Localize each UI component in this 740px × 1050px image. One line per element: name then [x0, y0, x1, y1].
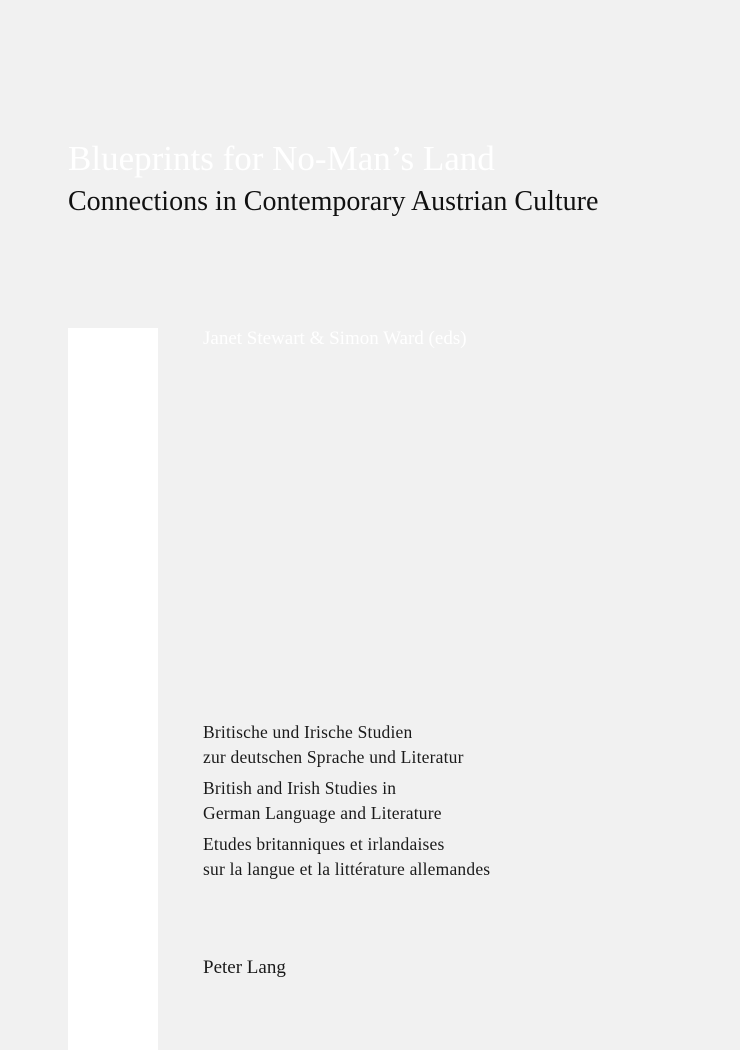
book-title: Blueprints for No-Man’s Land	[68, 139, 495, 178]
series-line: Britische und Irische Studien	[203, 722, 413, 742]
series-line: German Language and Literature	[203, 803, 442, 823]
publisher-name: Peter Lang	[203, 957, 286, 978]
book-subtitle: Connections in Contemporary Austrian Culture	[68, 186, 599, 217]
series-line: zur deutschen Sprache und Literatur	[203, 747, 464, 767]
decorative-white-bar	[68, 328, 158, 1050]
series-german	[203, 720, 723, 770]
series-line: British and Irish Studies in	[203, 778, 397, 798]
series-line: Etudes britanniques et irlandaises	[203, 834, 445, 854]
editors-line: Janet Stewart & Simon Ward (eds)	[203, 328, 467, 349]
series-info	[203, 720, 723, 888]
series-french	[203, 832, 723, 882]
series-english	[203, 776, 723, 826]
series-line: sur la langue et la littérature allemandes	[203, 859, 491, 879]
